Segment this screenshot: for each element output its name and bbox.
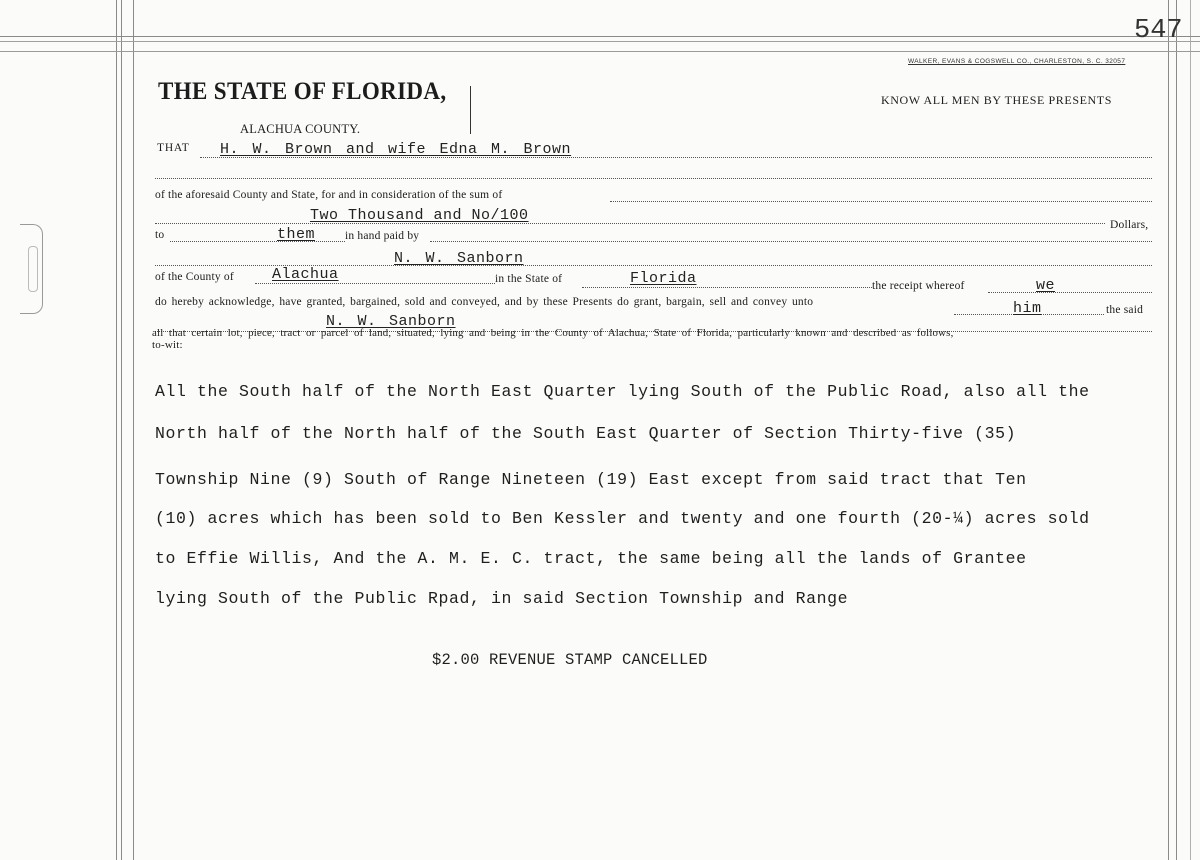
blank-line-1 — [155, 178, 1152, 179]
to-dotted — [170, 241, 345, 242]
dollars-label: Dollars, — [1110, 219, 1149, 231]
legal-description-line-1: All the South half of the North East Quarter lying South of the Public Road, also all the — [155, 382, 1090, 401]
left-margin-rule-3 — [133, 0, 134, 860]
grantee-field: N. W. Sanborn — [326, 313, 456, 330]
payer-field: N. W. Sanborn — [394, 250, 524, 267]
state-title: THE STATE OF FLORIDA, — [158, 78, 447, 105]
in-hand-paid-label: in hand paid by — [345, 230, 420, 242]
top-rule — [0, 36, 1200, 37]
unto-field: him — [1013, 300, 1042, 317]
top-rule-2 — [0, 41, 1200, 42]
legal-description-line-3: Township Nine (9) South of Range Nineteen (19) East except from said tract that Ten — [155, 470, 1027, 489]
amount-dotted — [155, 223, 1105, 224]
revenue-stamp-note: $2.00 REVENUE STAMP CANCELLED — [432, 651, 708, 669]
state-field: Florida — [630, 270, 697, 287]
to-wit-label: to-wit: — [152, 339, 183, 351]
right-margin-rule — [1168, 0, 1169, 860]
legal-description-line-2: North half of the North half of the South East Quarter of Section Thirty-five (35) — [155, 424, 1017, 443]
county-dotted — [255, 283, 495, 284]
title-bracket — [470, 86, 471, 134]
to-label: to — [155, 229, 165, 241]
to-value-field: them — [277, 226, 316, 243]
printer-imprint: WALKER, EVANS & COGSWELL CO., CHARLESTON, S. C. 32057 — [908, 58, 1126, 65]
right-edge-rule — [1190, 0, 1191, 860]
the-said-label: the said — [1106, 304, 1144, 316]
grantors-field: H. W. Brown and wife Edna M. Brown — [220, 141, 572, 158]
paid-by-dotted — [430, 241, 1152, 242]
right-margin-rule-2 — [1176, 0, 1177, 860]
legal-description-line-5: to Effie Willis, And the A. M. E. C. tract, the same being all the lands of Grantee — [155, 549, 1027, 568]
consideration-text: of the aforesaid County and State, for and in consideration of the sum of — [155, 189, 503, 201]
left-margin-rule-2 — [121, 0, 122, 860]
county-heading: ALACHUA COUNTY. — [240, 122, 361, 136]
legal-description-line-6: lying South of the Public Rpad, in said Section Township and Range — [155, 589, 849, 608]
know-all-men-heading: KNOW ALL MEN BY THESE PRESENTS — [881, 93, 1113, 107]
receipt-label: the receipt whereof — [872, 280, 965, 292]
that-label: THAT — [157, 142, 190, 154]
receipt-dotted — [988, 292, 1152, 293]
state-label: in the State of — [495, 273, 563, 285]
amount-field: Two Thousand and No/100 — [310, 207, 529, 224]
binder-clip-inner — [28, 246, 38, 292]
acknowledge-text: do hereby acknowledge, have granted, bargained, sold and conveyed, and by these Presents do grant, bargain, sell and convey unto — [155, 296, 814, 308]
lot-description-text: all that certain lot, piece, tract or parcel of land, situated, lying and being in the County of Alachua, State of Florida, particularly known and described as follows, — [152, 327, 954, 339]
state-dotted — [582, 287, 872, 288]
header-rule — [0, 51, 1200, 52]
left-margin-rule — [116, 0, 117, 860]
consideration-dotted — [610, 201, 1152, 202]
county-field: Alachua — [272, 266, 339, 283]
legal-description-line-4: (10) acres which has been sold to Ben Kessler and twenty and one fourth (20-¼) acres sold — [155, 509, 1090, 528]
receipt-field: we — [1036, 277, 1056, 294]
page-number: 547 — [1134, 16, 1183, 46]
county-label: of the County of — [155, 271, 234, 283]
